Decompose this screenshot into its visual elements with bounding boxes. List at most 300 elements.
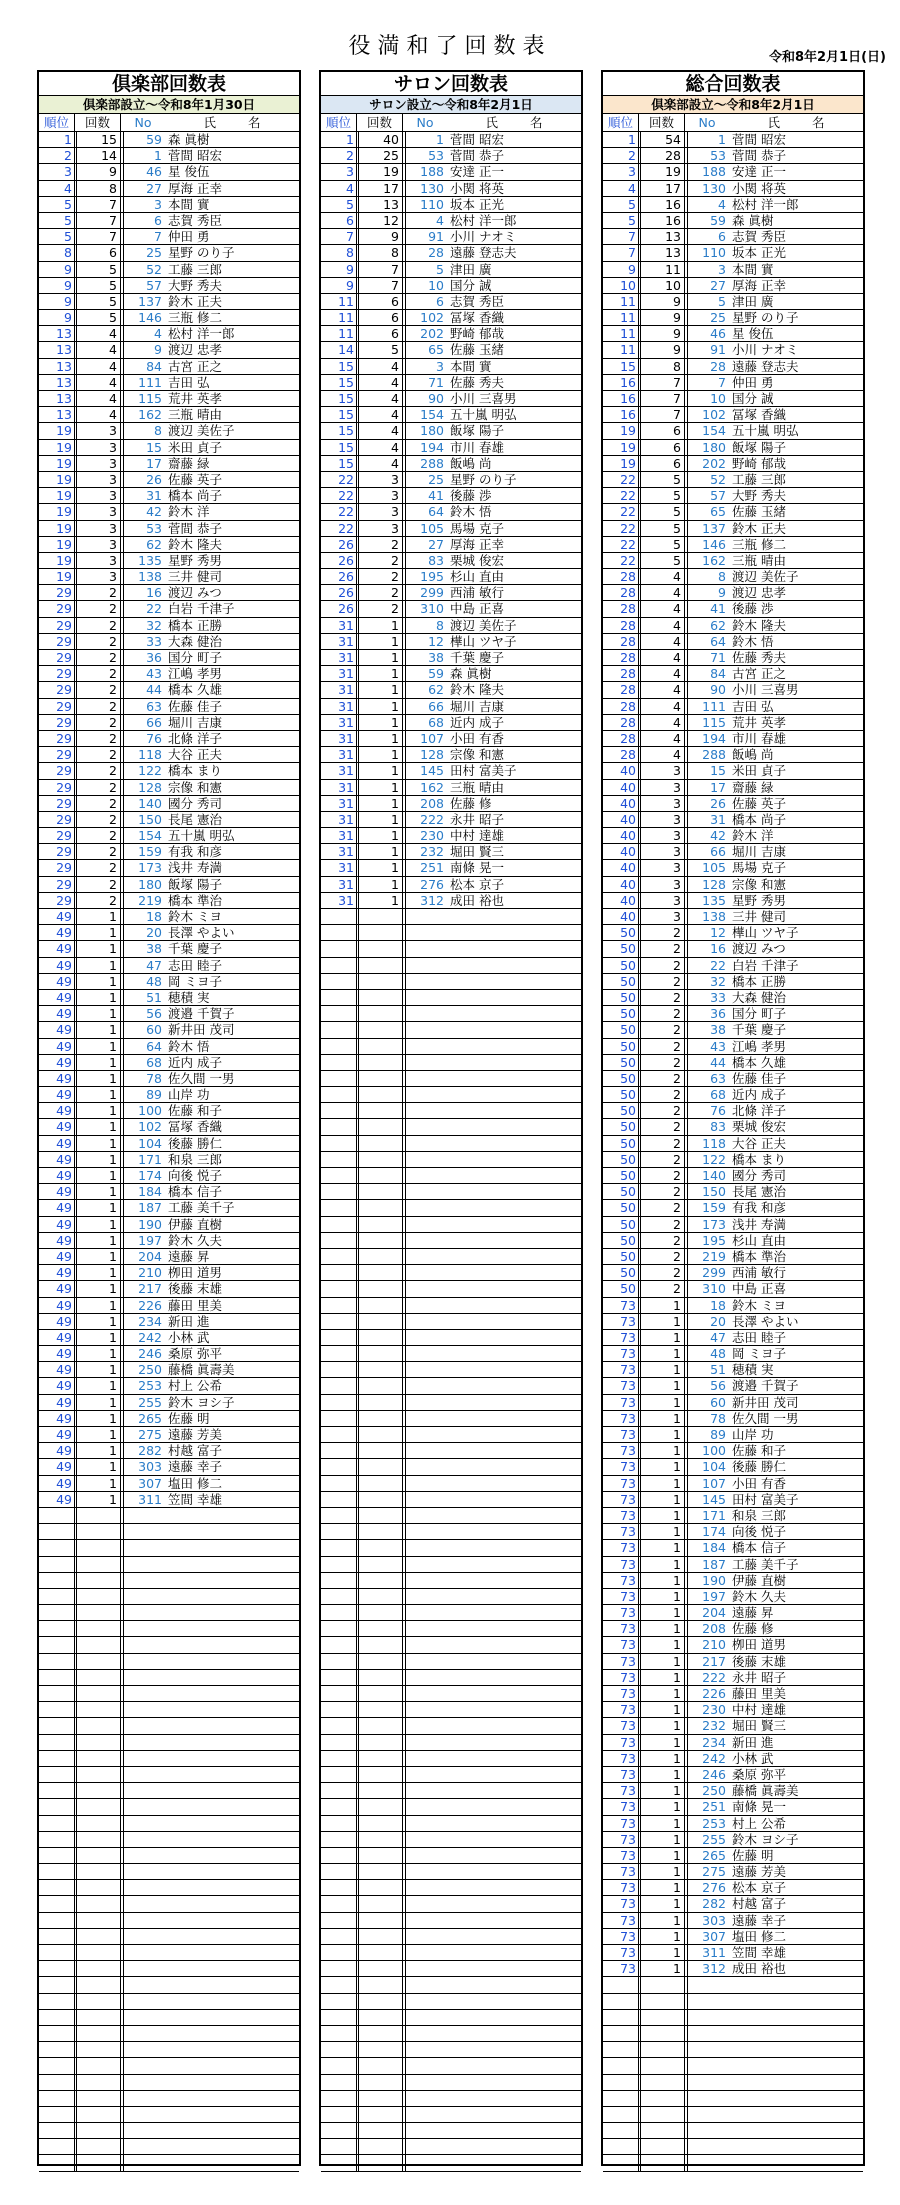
name-cell <box>165 1621 299 1636</box>
panel-title: 倶楽部回数表 <box>39 72 299 96</box>
name-cell <box>447 2155 581 2170</box>
no-cell: 251 <box>702 1799 726 1815</box>
rank-cell <box>321 1654 357 1669</box>
table-row <box>39 488 299 504</box>
name-cell: 五十嵐 明弘 <box>732 423 799 439</box>
count-cell <box>75 1686 121 1701</box>
name-cell: 塩田 修二 <box>168 1475 222 1491</box>
no-cell <box>685 2107 729 2122</box>
table-row <box>39 731 299 747</box>
rank-cell <box>39 1832 75 1847</box>
table-row <box>603 423 863 439</box>
rank-cell <box>39 1880 75 1895</box>
no-cell <box>403 1087 447 1102</box>
name-cell: 佐藤 明 <box>732 1847 774 1863</box>
count-cell: 1 <box>639 1961 685 1976</box>
empty-row <box>321 1039 581 1055</box>
name-cell: 中村 達雄 <box>450 828 504 844</box>
count-cell: 12 <box>357 213 403 228</box>
no-cell: 56 <box>146 1006 162 1022</box>
name-cell: 佐藤 英子 <box>732 795 786 811</box>
table-body <box>603 132 863 2172</box>
table-row <box>39 440 299 456</box>
table-row <box>39 342 299 358</box>
count-cell: 1 <box>75 1492 121 1507</box>
count-cell: 1 <box>639 1913 685 1928</box>
count-cell: 2 <box>75 796 121 811</box>
empty-row <box>321 2058 581 2074</box>
no-cell: 31 <box>146 488 162 504</box>
empty-row <box>321 2107 581 2123</box>
count-cell: 19 <box>357 164 403 179</box>
rank-cell: 15 <box>603 359 639 374</box>
name-cell <box>447 1184 581 1199</box>
no-cell: 219 <box>702 1248 726 1264</box>
table-row <box>603 990 863 1006</box>
no-cell: 44 <box>710 1054 726 1070</box>
name-cell <box>729 2058 863 2073</box>
empty-row <box>39 1751 299 1767</box>
name-cell <box>447 974 581 989</box>
empty-row <box>321 1767 581 1783</box>
name-cell <box>447 1880 581 1895</box>
count-cell <box>75 1767 121 1782</box>
no-cell: 246 <box>702 1766 726 1782</box>
name-cell: 三瓶 修二 <box>168 310 222 326</box>
name-cell: 遠藤 登志夫 <box>450 245 517 261</box>
count-cell: 1 <box>75 1411 121 1426</box>
no-cell <box>121 1961 165 1976</box>
rank-cell: 73 <box>603 1492 639 1507</box>
no-cell: 91 <box>428 229 444 245</box>
rank-cell <box>39 1605 75 1620</box>
name-cell: 小川 ナオミ <box>732 342 799 358</box>
name-cell: 星野 のり子 <box>732 310 799 326</box>
count-cell: 1 <box>639 1362 685 1377</box>
table-row <box>603 1411 863 1427</box>
count-cell <box>357 1281 403 1296</box>
no-cell: 184 <box>138 1184 162 1200</box>
table-row <box>39 423 299 439</box>
empty-row <box>39 1929 299 1945</box>
table-row <box>39 472 299 488</box>
no-cell <box>121 1767 165 1782</box>
empty-row <box>321 1654 581 1670</box>
name-cell: 藤橋 眞壽美 <box>168 1362 235 1378</box>
no-cell: 10 <box>428 277 444 293</box>
name-cell <box>165 2026 299 2041</box>
rank-cell <box>321 1508 357 1523</box>
no-cell: 68 <box>710 1087 726 1103</box>
table-row <box>603 1735 863 1751</box>
name-cell <box>447 1265 581 1280</box>
rank-cell <box>321 1281 357 1296</box>
count-cell <box>639 2091 685 2106</box>
name-cell <box>729 2107 863 2122</box>
rank-cell <box>321 2058 357 2073</box>
rank-cell: 73 <box>603 1508 639 1523</box>
count-cell: 5 <box>75 278 121 293</box>
name-cell: 西浦 敏行 <box>450 585 504 601</box>
count-cell: 1 <box>639 1767 685 1782</box>
name-cell <box>165 1524 299 1539</box>
no-cell: 146 <box>702 536 726 552</box>
table-row <box>39 666 299 682</box>
rank-cell: 50 <box>603 1184 639 1199</box>
empty-row <box>321 1298 581 1314</box>
count-cell <box>357 1476 403 1491</box>
table-row <box>321 310 581 326</box>
name-cell <box>447 1233 581 1248</box>
rank-cell: 49 <box>39 1411 75 1426</box>
rank-cell <box>603 2010 639 2025</box>
name-cell <box>729 2026 863 2041</box>
no-cell: 255 <box>138 1394 162 1410</box>
no-cell: 17 <box>710 779 726 795</box>
table-row <box>603 1152 863 1168</box>
rank-cell: 2 <box>603 148 639 163</box>
count-cell: 1 <box>75 1055 121 1070</box>
no-cell: 110 <box>702 245 726 261</box>
empty-row <box>321 974 581 990</box>
rank-cell <box>321 1621 357 1636</box>
count-cell <box>357 1994 403 2009</box>
name-cell: 桑原 弥平 <box>168 1346 222 1362</box>
rank-cell: 19 <box>39 423 75 438</box>
count-cell: 2 <box>75 844 121 859</box>
count-cell: 1 <box>357 893 403 908</box>
empty-row <box>321 1896 581 1912</box>
rank-cell <box>321 1411 357 1426</box>
rank-cell <box>321 1119 357 1134</box>
count-cell: 4 <box>357 359 403 374</box>
name-cell <box>447 1443 581 1458</box>
name-cell: 菅間 恭子 <box>450 148 504 164</box>
rank-cell <box>603 2042 639 2057</box>
rank-cell: 73 <box>603 1395 639 1410</box>
no-cell: 303 <box>702 1912 726 1928</box>
name-cell: 志田 睦子 <box>732 1329 786 1345</box>
count-cell: 4 <box>357 391 403 406</box>
count-cell: 7 <box>357 278 403 293</box>
name-cell: 佐久間 一男 <box>168 1070 235 1086</box>
count-cell: 1 <box>75 1395 121 1410</box>
no-cell: 311 <box>702 1945 726 1960</box>
name-cell <box>447 1427 581 1442</box>
count-cell: 17 <box>639 181 685 196</box>
rank-cell: 73 <box>603 1816 639 1831</box>
name-cell: 堀川 吉康 <box>450 698 504 714</box>
rank-cell: 19 <box>39 537 75 552</box>
no-cell: 5 <box>436 261 444 277</box>
rank-cell: 49 <box>39 925 75 940</box>
count-cell <box>639 2107 685 2122</box>
count-cell: 5 <box>75 294 121 309</box>
rank-cell: 73 <box>603 1913 639 1928</box>
rank-cell <box>321 1977 357 1992</box>
empty-row <box>321 2139 581 2155</box>
name-cell: 宗像 和憲 <box>450 747 504 763</box>
count-cell: 4 <box>357 456 403 471</box>
count-cell <box>357 1346 403 1361</box>
name-cell <box>729 1977 863 1992</box>
name-cell <box>729 2123 863 2138</box>
count-cell: 2 <box>639 1022 685 1037</box>
rank-cell <box>603 1977 639 1992</box>
count-cell: 3 <box>75 488 121 503</box>
rank-cell <box>321 1913 357 1928</box>
rank-cell <box>321 1589 357 1604</box>
rank-cell <box>39 1848 75 1863</box>
count-cell: 2 <box>639 1071 685 1086</box>
name-cell: 遠藤 昇 <box>168 1248 210 1264</box>
rank-cell: 19 <box>39 569 75 584</box>
rank-cell: 49 <box>39 1427 75 1442</box>
no-cell: 102 <box>420 310 444 326</box>
table-row <box>603 1880 863 1896</box>
count-cell <box>357 1864 403 1879</box>
name-cell <box>447 1346 581 1361</box>
count-cell <box>639 2026 685 2041</box>
count-cell <box>75 1605 121 1620</box>
no-cell: 9 <box>718 585 726 601</box>
rank-cell: 31 <box>321 634 357 649</box>
name-cell <box>447 1492 581 1507</box>
rank-cell: 31 <box>321 828 357 843</box>
name-cell: 村上 公希 <box>168 1378 222 1394</box>
name-cell <box>447 1702 581 1717</box>
count-cell <box>75 1654 121 1669</box>
count-cell: 1 <box>357 763 403 778</box>
rank-cell: 31 <box>321 844 357 859</box>
rank-cell: 73 <box>603 1459 639 1474</box>
table-row <box>39 164 299 180</box>
table-row <box>321 197 581 213</box>
no-cell <box>403 1913 447 1928</box>
rank-cell <box>321 1378 357 1393</box>
name-cell: 鈴木 ミヨ <box>732 1297 786 1313</box>
no-cell: 41 <box>710 601 726 617</box>
no-cell: 90 <box>710 682 726 698</box>
no-cell <box>121 1589 165 1604</box>
table-row <box>603 1427 863 1443</box>
rank-cell: 31 <box>321 715 357 730</box>
count-cell: 2 <box>357 569 403 584</box>
count-cell: 1 <box>75 925 121 940</box>
rank-cell: 73 <box>603 1621 639 1636</box>
no-cell <box>403 1314 447 1329</box>
rank-cell <box>321 1200 357 1215</box>
rank-cell: 31 <box>321 699 357 714</box>
rank-cell: 13 <box>39 407 75 422</box>
rank-cell: 40 <box>603 860 639 875</box>
count-cell: 5 <box>639 488 685 503</box>
name-cell <box>447 2042 581 2057</box>
table-row <box>321 601 581 617</box>
rank-cell: 73 <box>603 1330 639 1345</box>
name-cell <box>165 1977 299 1992</box>
page-title: 役満和了回数表 <box>348 34 552 59</box>
no-cell: 7 <box>154 229 162 245</box>
count-cell: 4 <box>75 359 121 374</box>
count-cell: 1 <box>639 1443 685 1458</box>
table-row <box>39 1378 299 1394</box>
rank-cell <box>321 1168 357 1183</box>
no-cell: 68 <box>146 1054 162 1070</box>
name-cell: 鈴木 久夫 <box>168 1232 222 1248</box>
name-cell: 田村 富美子 <box>450 763 517 779</box>
empty-row <box>321 1702 581 1718</box>
no-cell: 89 <box>146 1087 162 1103</box>
count-cell <box>75 2139 121 2154</box>
count-cell <box>639 2123 685 2138</box>
no-cell <box>403 1395 447 1410</box>
no-cell <box>685 2123 729 2138</box>
no-cell <box>685 2042 729 2057</box>
name-cell <box>447 941 581 956</box>
empty-row <box>39 1913 299 1929</box>
table-row <box>603 763 863 779</box>
table-row <box>603 1022 863 1038</box>
no-cell <box>121 2139 165 2154</box>
count-cell <box>357 1055 403 1070</box>
count-cell: 1 <box>357 682 403 697</box>
empty-row <box>321 990 581 1006</box>
name-cell: 穂積 実 <box>168 989 210 1005</box>
no-cell: 140 <box>702 1168 726 1183</box>
name-cell <box>447 1605 581 1620</box>
empty-row <box>39 1832 299 1848</box>
rank-cell: 22 <box>603 488 639 503</box>
rank-cell <box>321 974 357 989</box>
rank-cell: 40 <box>603 877 639 892</box>
name-cell: 小林 武 <box>168 1329 210 1345</box>
count-cell <box>639 2010 685 2025</box>
rank-cell: 31 <box>321 747 357 762</box>
table-row <box>603 1443 863 1459</box>
no-cell: 118 <box>702 1135 726 1151</box>
no-cell <box>403 2155 447 2170</box>
name-cell: 橋本 準治 <box>168 892 222 908</box>
table-row <box>603 1929 863 1945</box>
empty-row <box>321 1816 581 1832</box>
name-cell <box>447 1994 581 2009</box>
count-cell <box>357 1832 403 1847</box>
count-cell: 2 <box>639 1265 685 1280</box>
table-row <box>321 132 581 148</box>
no-cell: 57 <box>710 488 726 504</box>
rank-cell: 73 <box>603 1476 639 1491</box>
rank-cell <box>321 1006 357 1021</box>
no-cell <box>685 1977 729 1992</box>
name-cell: 堀田 賢三 <box>732 1718 786 1734</box>
name-cell: 市川 春雄 <box>450 439 504 455</box>
no-cell <box>403 1200 447 1215</box>
name-cell <box>447 1670 581 1685</box>
rank-cell <box>321 1055 357 1070</box>
name-cell <box>165 2107 299 2122</box>
count-cell <box>357 1751 403 1766</box>
name-cell <box>447 1735 581 1750</box>
empty-row <box>321 1362 581 1378</box>
table-row <box>39 618 299 634</box>
no-cell: 26 <box>710 795 726 811</box>
name-cell: 工藤 美千子 <box>168 1200 235 1216</box>
table-row <box>39 1298 299 1314</box>
count-cell <box>357 1799 403 1814</box>
empty-row <box>603 2058 863 2074</box>
count-cell: 4 <box>75 342 121 357</box>
table-row <box>603 812 863 828</box>
no-cell <box>121 2075 165 2090</box>
table-row <box>603 747 863 763</box>
no-cell: 145 <box>420 763 444 779</box>
rank-cell <box>39 1929 75 1944</box>
no-cell: 159 <box>138 844 162 860</box>
empty-row <box>39 1557 299 1573</box>
no-cell: 146 <box>138 310 162 326</box>
name-cell: 大野 秀夫 <box>168 277 222 293</box>
count-cell <box>357 2026 403 2041</box>
count-cell <box>357 1961 403 1976</box>
table-row <box>39 877 299 893</box>
no-cell: 275 <box>138 1427 162 1442</box>
count-cell: 2 <box>639 1152 685 1167</box>
count-cell: 1 <box>75 1184 121 1199</box>
table-row <box>321 294 581 310</box>
name-cell: 樺山 ツヤ子 <box>450 633 517 649</box>
no-cell <box>403 1508 447 1523</box>
no-cell: 111 <box>138 374 162 390</box>
no-cell: 59 <box>146 132 162 147</box>
panel-total <box>601 70 865 2166</box>
count-cell <box>75 1621 121 1636</box>
count-cell: 5 <box>357 342 403 357</box>
rank-cell <box>39 1751 75 1766</box>
count-cell: 3 <box>357 504 403 519</box>
empty-row <box>321 1799 581 1815</box>
count-cell: 7 <box>357 262 403 277</box>
no-cell: 242 <box>138 1329 162 1345</box>
name-cell: 佐久間 一男 <box>732 1410 799 1426</box>
rank-cell: 2 <box>321 148 357 163</box>
name-cell: 五十嵐 明弘 <box>168 828 235 844</box>
empty-row <box>321 1637 581 1653</box>
name-cell <box>447 1087 581 1102</box>
rank-cell: 9 <box>321 278 357 293</box>
empty-row <box>321 1378 581 1394</box>
empty-row <box>321 1621 581 1637</box>
no-cell <box>121 1816 165 1831</box>
count-cell <box>357 1735 403 1750</box>
rank-cell: 31 <box>321 860 357 875</box>
count-cell <box>357 2042 403 2057</box>
rank-cell: 28 <box>603 618 639 633</box>
no-cell: 135 <box>138 552 162 568</box>
name-cell <box>165 1605 299 1620</box>
no-cell: 83 <box>428 552 444 568</box>
table-row <box>39 844 299 860</box>
table-row <box>603 569 863 585</box>
empty-row <box>321 925 581 941</box>
rank-cell <box>39 1994 75 2009</box>
no-cell: 312 <box>420 892 444 908</box>
count-cell <box>357 2091 403 2106</box>
rank-cell <box>603 2139 639 2154</box>
name-cell <box>447 1330 581 1345</box>
no-cell <box>121 1670 165 1685</box>
count-cell: 1 <box>357 860 403 875</box>
